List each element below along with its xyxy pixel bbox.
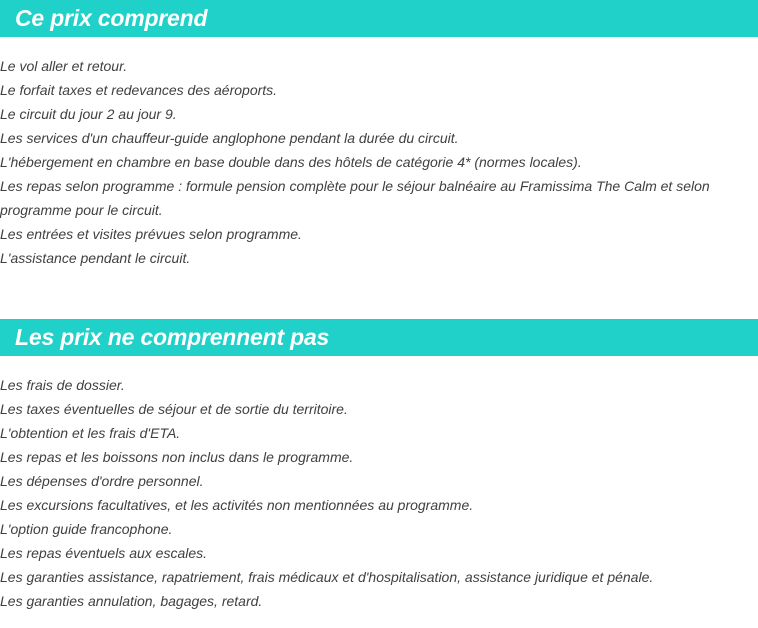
list-item: L'hébergement en chambre en base double dans des hôtels de catégorie 4* (normes locales). — [0, 154, 582, 170]
list-item: Les services d'un chauffeur-guide anglophone pendant la durée du circuit. — [0, 130, 459, 146]
excluded-header — [0, 319, 758, 356]
list-item: Les frais de dossier. — [0, 377, 125, 393]
list-item: L'assistance pendant le circuit. — [0, 250, 191, 266]
list-item: Les garanties assistance, rapatriement, frais médicaux et d'hospitalisation, assistance juridique et pénale. — [0, 569, 654, 585]
excluded-title: Les prix ne comprennent pas — [15, 324, 330, 350]
list-item: L'obtention et les frais d'ETA. — [0, 425, 181, 441]
excluded-section — [0, 319, 758, 613]
list-item: Les garanties annulation, bagages, retard. — [0, 593, 263, 609]
list-item: Le circuit du jour 2 au jour 9. — [0, 106, 177, 122]
list-item: Les repas et les boissons non inclus dans le programme. — [0, 449, 354, 465]
list-item: L'option guide francophone. — [0, 521, 173, 537]
included-section — [0, 0, 758, 270]
included-list — [0, 37, 758, 270]
list-item: Les entrées et visites prévues selon programme. — [0, 226, 302, 242]
list-item: Le forfait taxes et redevances des aéroports. — [0, 82, 278, 98]
list-item: Les excursions facultatives, et les activités non mentionnées au programme. — [0, 497, 474, 513]
list-item: Les dépenses d'ordre personnel. — [0, 473, 204, 489]
list-item: Les taxes éventuelles de séjour et de sortie du territoire. — [0, 401, 348, 417]
list-item: Le vol aller et retour. — [0, 58, 128, 74]
list-item: programme pour le circuit. — [0, 202, 163, 218]
included-header — [0, 0, 758, 37]
included-title: Ce prix comprend — [15, 5, 208, 31]
list-item: Les repas éventuels aux escales. — [0, 545, 208, 561]
list-item: Les repas selon programme : formule pension complète pour le séjour balnéaire au Framissima The Calm et selon — [0, 178, 710, 194]
excluded-list — [0, 356, 758, 613]
